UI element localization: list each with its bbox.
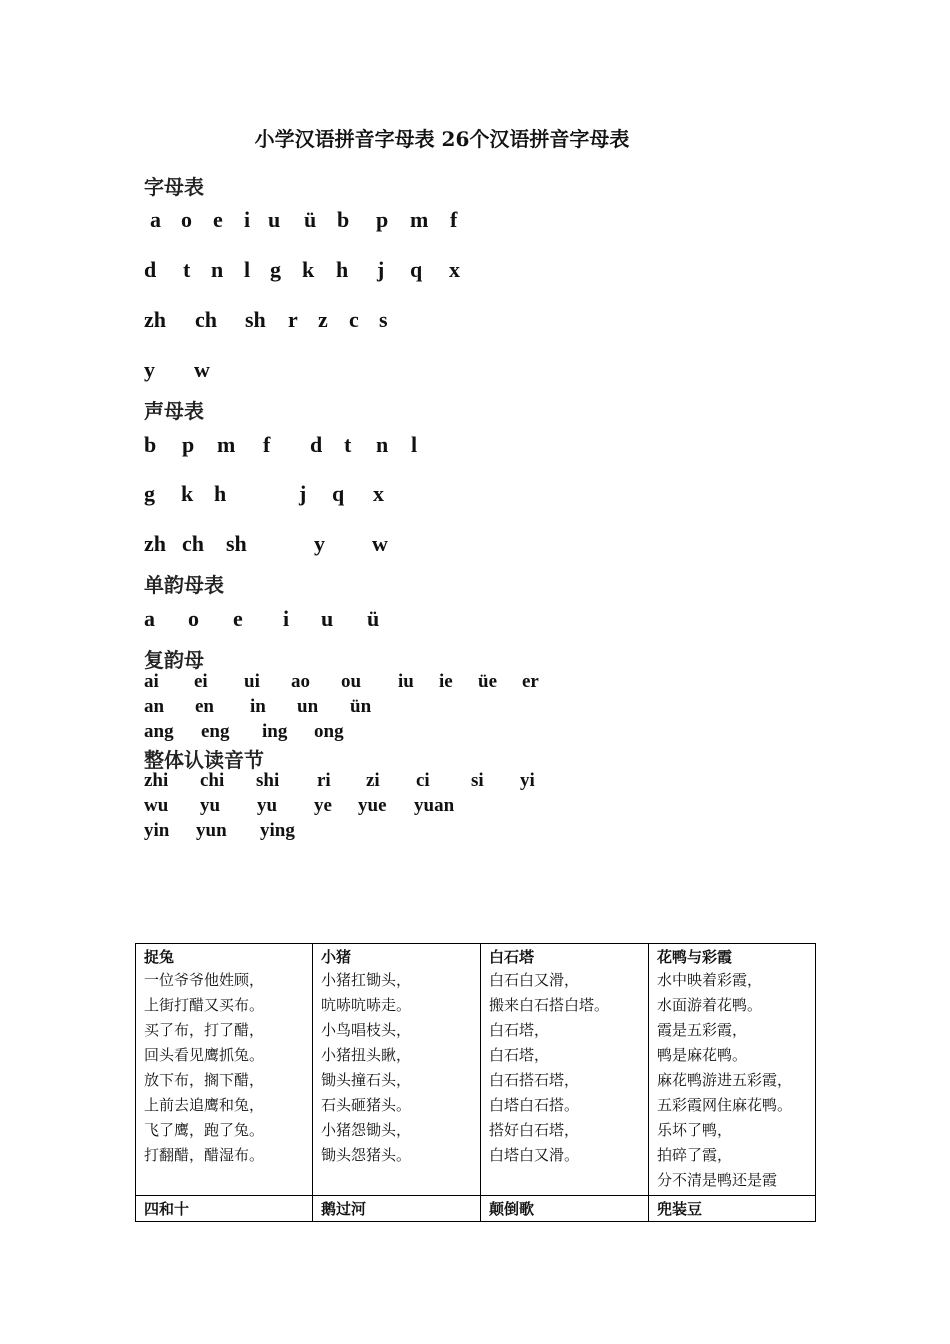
poem-title: 白石塔 <box>489 948 535 966</box>
poem-line: 拍碎了霞， <box>657 1146 733 1164</box>
poem-line: 白塔白又滑。 <box>489 1146 580 1164</box>
syllable: ün <box>350 696 372 717</box>
compound-finals-heading: 复韵母 <box>144 648 204 672</box>
letter: b <box>144 432 157 457</box>
syllable: zhi <box>144 770 169 791</box>
syllable: ou <box>341 671 362 692</box>
poem-line: 锄头怨猪头。 <box>321 1146 412 1164</box>
syllable: ai <box>144 671 159 692</box>
syllable: zi <box>366 770 380 791</box>
initials-heading: 声母表 <box>144 399 204 423</box>
poem-title: 小猪 <box>321 948 352 966</box>
syllable: ang <box>144 721 174 742</box>
letter: a <box>150 207 161 232</box>
syllable: si <box>471 770 484 791</box>
letter: o <box>181 207 192 232</box>
poem-line: 上街打醋又买布。 <box>144 996 265 1014</box>
syllable: ci <box>416 770 430 791</box>
alphabet-heading: 字母表 <box>144 175 204 199</box>
letter: u <box>321 606 334 631</box>
syllable: shi <box>256 770 280 791</box>
page-title: 小学汉语拼音字母表 26个汉语拼音字母表 <box>254 127 630 151</box>
whole-syllables-heading: 整体认读音节 <box>144 748 264 772</box>
letter: g <box>270 257 281 282</box>
syllable: ui <box>244 671 260 692</box>
syllable: yu <box>200 795 221 816</box>
letter: zh <box>144 307 166 332</box>
letter: z <box>318 307 328 332</box>
poem-line: 白石搭石塔， <box>489 1071 580 1089</box>
poem-line: 小鸟唱枝头， <box>321 1021 412 1039</box>
letter: i <box>244 207 251 232</box>
syllable: üe <box>478 671 497 692</box>
letter: r <box>288 307 298 332</box>
letter: zh <box>144 531 166 556</box>
letter: n <box>211 257 224 282</box>
letter: h <box>214 481 227 506</box>
syllable: in <box>250 696 266 717</box>
syllable: ie <box>439 671 453 692</box>
letter: b <box>337 207 350 232</box>
syllable: er <box>522 671 539 692</box>
poem-line: 小猪扭头瞅， <box>321 1046 412 1064</box>
poem-line: 乐坏了鸭， <box>657 1121 733 1139</box>
poem-line: 麻花鸭游进五彩霞， <box>657 1071 793 1089</box>
letter: ü <box>304 207 317 232</box>
letter: s <box>379 307 388 332</box>
poem-line: 白石白又滑， <box>489 971 580 989</box>
syllable: eng <box>201 721 230 742</box>
letter: y <box>314 531 325 556</box>
poem-title: 颠倒歌 <box>481 1196 649 1222</box>
letter: e <box>233 606 243 631</box>
syllable: ying <box>260 820 295 841</box>
poem-line: 打翻醋，醋湿布。 <box>144 1146 265 1164</box>
letter: sh <box>226 531 247 556</box>
syllable: ei <box>194 671 208 692</box>
letter: q <box>410 257 423 282</box>
table-row <box>136 1196 816 1222</box>
poem-cell <box>313 944 481 1196</box>
syllable: iu <box>398 671 414 692</box>
letter: w <box>372 531 388 556</box>
poem-title: 兜装豆 <box>649 1196 816 1222</box>
letter: m <box>410 207 429 232</box>
letter: ü <box>367 606 380 631</box>
letter: f <box>263 432 271 457</box>
letter: g <box>144 481 155 506</box>
poem-line: 买了布，打了醋， <box>144 1021 265 1039</box>
syllable: wu <box>144 795 169 816</box>
letter: q <box>332 481 345 506</box>
letter: x <box>449 257 460 282</box>
syllable: ong <box>314 721 344 742</box>
letter: t <box>183 257 191 282</box>
letter: n <box>376 432 389 457</box>
poem-line: 水面游着花鸭。 <box>657 996 763 1014</box>
letter: f <box>450 207 458 232</box>
poem-title: 捉兔 <box>144 948 175 966</box>
letter: d <box>310 432 323 457</box>
poem-line: 水中映着彩霞， <box>657 971 763 989</box>
syllable: ye <box>314 795 332 816</box>
poem-cell <box>649 944 816 1196</box>
letter: m <box>217 432 236 457</box>
syllable: chi <box>200 770 225 791</box>
syllable: yue <box>358 795 387 816</box>
syllable: en <box>195 696 214 717</box>
letter: l <box>411 432 418 457</box>
poem-line: 五彩霞网住麻花鸭。 <box>657 1096 793 1114</box>
poem-title: 四和十 <box>136 1196 313 1222</box>
poem-line: 分不清是鸭还是霞 <box>657 1171 778 1189</box>
letter: j <box>377 257 385 282</box>
syllable: un <box>297 696 319 717</box>
letter: k <box>302 257 315 282</box>
poem-line: 霞是五彩霞， <box>657 1021 748 1039</box>
letter: c <box>349 307 359 332</box>
syllable: yin <box>144 820 170 841</box>
letter: p <box>376 207 389 232</box>
letter: h <box>336 257 349 282</box>
poem-line: 鸭是麻花鸭。 <box>657 1046 748 1064</box>
poem-line: 白塔白石搭。 <box>489 1096 580 1114</box>
poem-line: 上前去追鹰和兔， <box>144 1096 265 1114</box>
poem-line: 小猪怨锄头， <box>321 1121 412 1139</box>
letter: l <box>244 257 251 282</box>
table-row <box>136 944 816 1196</box>
poem-line: 白石塔， <box>489 1021 550 1039</box>
syllable: ao <box>291 671 310 692</box>
poem-line: 小猪扛锄头， <box>321 971 412 989</box>
poem-line: 一位爷爷他姓顾， <box>144 971 265 989</box>
letter: ch <box>182 531 204 556</box>
letter: w <box>194 357 210 382</box>
poem-cell <box>481 944 649 1196</box>
syllable: yi <box>520 770 535 791</box>
poem-title: 鹅过河 <box>313 1196 481 1222</box>
poem-line: 吭哧吭哧走。 <box>321 996 412 1014</box>
syllable: yun <box>196 820 227 841</box>
poem-line: 锄头撞石头， <box>321 1071 412 1089</box>
letter: k <box>181 481 194 506</box>
letter: u <box>268 207 281 232</box>
syllable: ri <box>317 770 331 791</box>
poem-line: 搬来白石搭白塔。 <box>489 996 610 1014</box>
poem-line: 搭好白石塔， <box>489 1121 580 1139</box>
letter: y <box>144 357 155 382</box>
letter: e <box>213 207 223 232</box>
syllable: yuan <box>414 795 455 816</box>
poem-line: 石头砸猪头。 <box>321 1096 412 1114</box>
letter: x <box>373 481 384 506</box>
letter: a <box>144 606 155 631</box>
letter: t <box>344 432 352 457</box>
letter: sh <box>245 307 266 332</box>
poem-line: 白石塔， <box>489 1046 550 1064</box>
syllable: yu <box>257 795 278 816</box>
poem-cell <box>136 944 313 1196</box>
poem-line: 飞了鹰，跑了兔。 <box>144 1121 265 1139</box>
syllable: ing <box>262 721 288 742</box>
letter: ch <box>195 307 217 332</box>
letter: i <box>283 606 290 631</box>
letter: d <box>144 257 157 282</box>
poem-line: 回头看见鹰抓兔。 <box>144 1046 265 1064</box>
simple-finals-heading: 单韵母表 <box>144 573 224 597</box>
tongue-twister-table <box>135 943 816 1222</box>
syllable: an <box>144 696 165 717</box>
letter: j <box>299 481 307 506</box>
poem-line: 放下布，搁下醋， <box>144 1071 265 1089</box>
poem-title: 花鸭与彩霞 <box>657 948 733 966</box>
letter: p <box>182 432 195 457</box>
letter: o <box>188 606 199 631</box>
